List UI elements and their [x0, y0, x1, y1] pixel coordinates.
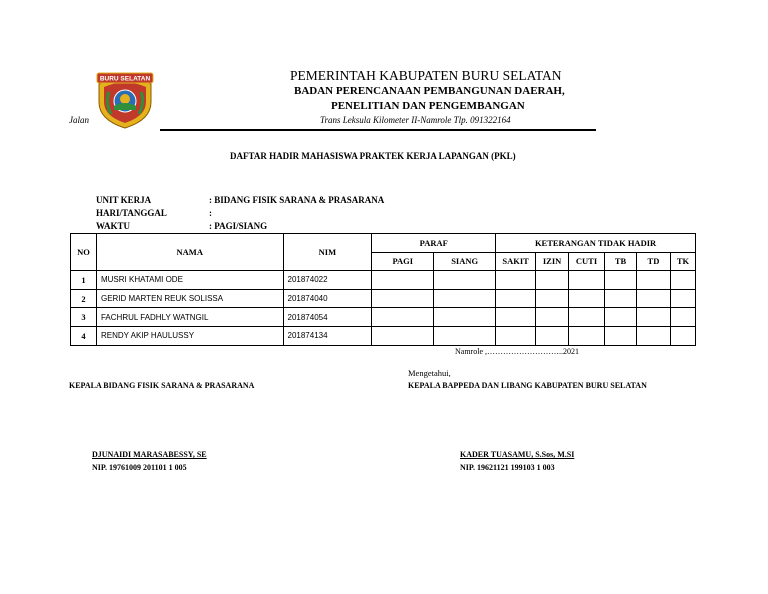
table-row	[71, 308, 696, 327]
header-keterangan: KETERANGAN TIDAK HADIR	[496, 234, 696, 253]
header-nim: NIM	[283, 234, 372, 271]
cell-td[interactable]	[636, 308, 670, 327]
row-no: 3	[71, 308, 97, 327]
header-nama: NAMA	[96, 234, 283, 271]
cell-tb[interactable]	[605, 326, 637, 345]
cell-siang[interactable]	[434, 289, 496, 308]
cell-sakit[interactable]	[496, 326, 536, 345]
meta-value-date: :	[209, 208, 212, 218]
table-row	[71, 326, 696, 345]
header-tk: TK	[670, 252, 695, 271]
cell-izin[interactable]	[536, 308, 569, 327]
cell-td[interactable]	[636, 289, 670, 308]
cell-tb[interactable]	[605, 308, 637, 327]
header-paraf: PARAF	[372, 234, 496, 253]
header-siang: SIANG	[434, 252, 496, 271]
cell-tb[interactable]	[605, 271, 637, 290]
meta-value-time: : PAGI/SIANG	[209, 221, 268, 231]
header-cuti: CUTI	[569, 252, 605, 271]
cell-td[interactable]	[636, 271, 670, 290]
meta-value-unit: : BIDANG FISIK SARANA & PRASARANA	[209, 195, 385, 205]
meta-label-unit: UNIT KERJA	[96, 195, 152, 205]
regency-logo	[93, 70, 157, 130]
government-name: PEMERINTAH KABUPATEN BURU SELATAN	[290, 68, 562, 83]
header-no: NO	[71, 234, 97, 271]
cell-sakit[interactable]	[496, 289, 536, 308]
header-pagi: PAGI	[372, 252, 434, 271]
right-signatory-role: KEPALA BAPPEDA DAN LIBANG KABUPATEN BURU SELATAN	[408, 381, 647, 390]
cell-cuti[interactable]	[569, 308, 605, 327]
cell-pagi[interactable]	[372, 289, 434, 308]
cell-tk[interactable]	[670, 271, 695, 290]
cell-izin[interactable]	[536, 271, 569, 290]
row-nim: 201874134	[283, 326, 372, 345]
table-row	[71, 289, 696, 308]
cell-td[interactable]	[636, 326, 670, 345]
header-tb: TB	[605, 252, 637, 271]
row-no: 2	[71, 289, 97, 308]
left-signatory-nip: NIP. 19761009 201101 1 005	[92, 463, 187, 472]
row-nama: RENDY AKIP HAULUSSY	[96, 326, 283, 345]
row-no: 4	[71, 326, 97, 345]
table-row	[71, 271, 696, 290]
row-nim: 201874054	[283, 308, 372, 327]
agency-name-line2: PENELITIAN DAN PENGEMBANGAN	[331, 100, 525, 112]
cell-tk[interactable]	[670, 308, 695, 327]
cell-pagi[interactable]	[372, 326, 434, 345]
cell-sakit[interactable]	[496, 308, 536, 327]
header-td: TD	[636, 252, 670, 271]
cell-tk[interactable]	[670, 289, 695, 308]
cell-cuti[interactable]	[569, 289, 605, 308]
cell-siang[interactable]	[434, 271, 496, 290]
cell-tb[interactable]	[605, 289, 637, 308]
cell-tk[interactable]	[670, 326, 695, 345]
document-title: DAFTAR HADIR MAHASISWA PRAKTEK KERJA LAPANGAN (PKL)	[230, 151, 516, 161]
cell-siang[interactable]	[434, 326, 496, 345]
meta-label-date: HARI/TANGGAL	[96, 208, 167, 218]
date-line: Namrole ,………………………..2021	[455, 347, 579, 356]
agency-name-line1: BADAN PERENCANAAN PEMBANGUNAN DAERAH,	[294, 85, 565, 97]
row-nama: GERID MARTEN REUK SOLISSA	[96, 289, 283, 308]
row-nim: 201874040	[283, 289, 372, 308]
right-signatory-name: KADER TUASAMU, S.Sos, M.SI	[460, 450, 575, 459]
logo-label: BURU SELATAN	[99, 75, 151, 83]
cell-cuti[interactable]	[569, 326, 605, 345]
left-signatory-name: DJUNAIDI MARASABESSY, SE	[92, 450, 207, 459]
cell-pagi[interactable]	[372, 308, 434, 327]
header-rule	[160, 129, 596, 131]
right-signatory-nip: NIP. 19621121 199103 1 003	[460, 463, 555, 472]
cell-cuti[interactable]	[569, 271, 605, 290]
cell-izin[interactable]	[536, 289, 569, 308]
cell-sakit[interactable]	[496, 271, 536, 290]
attendance-table	[70, 233, 696, 346]
row-nama: FACHRUL FADHLY WATNGIL	[96, 308, 283, 327]
row-no: 1	[71, 271, 97, 290]
meta-label-time: WAKTU	[96, 221, 131, 231]
acknowledgement-label: Mengetahui,	[408, 368, 451, 378]
cell-izin[interactable]	[536, 326, 569, 345]
cell-siang[interactable]	[434, 308, 496, 327]
address-prefix: Jalan	[69, 115, 89, 125]
header-sakit: SAKIT	[496, 252, 536, 271]
left-signatory-role: KEPALA BIDANG FISIK SARANA & PRASARANA	[69, 381, 255, 390]
cell-pagi[interactable]	[372, 271, 434, 290]
row-nim: 201874022	[283, 271, 372, 290]
header-izin: IZIN	[536, 252, 569, 271]
address: Trans Leksula Kilometer II-Namrole Tlp. 091322164	[320, 115, 511, 125]
row-nama: MUSRI KHATAMI ODE	[96, 271, 283, 290]
